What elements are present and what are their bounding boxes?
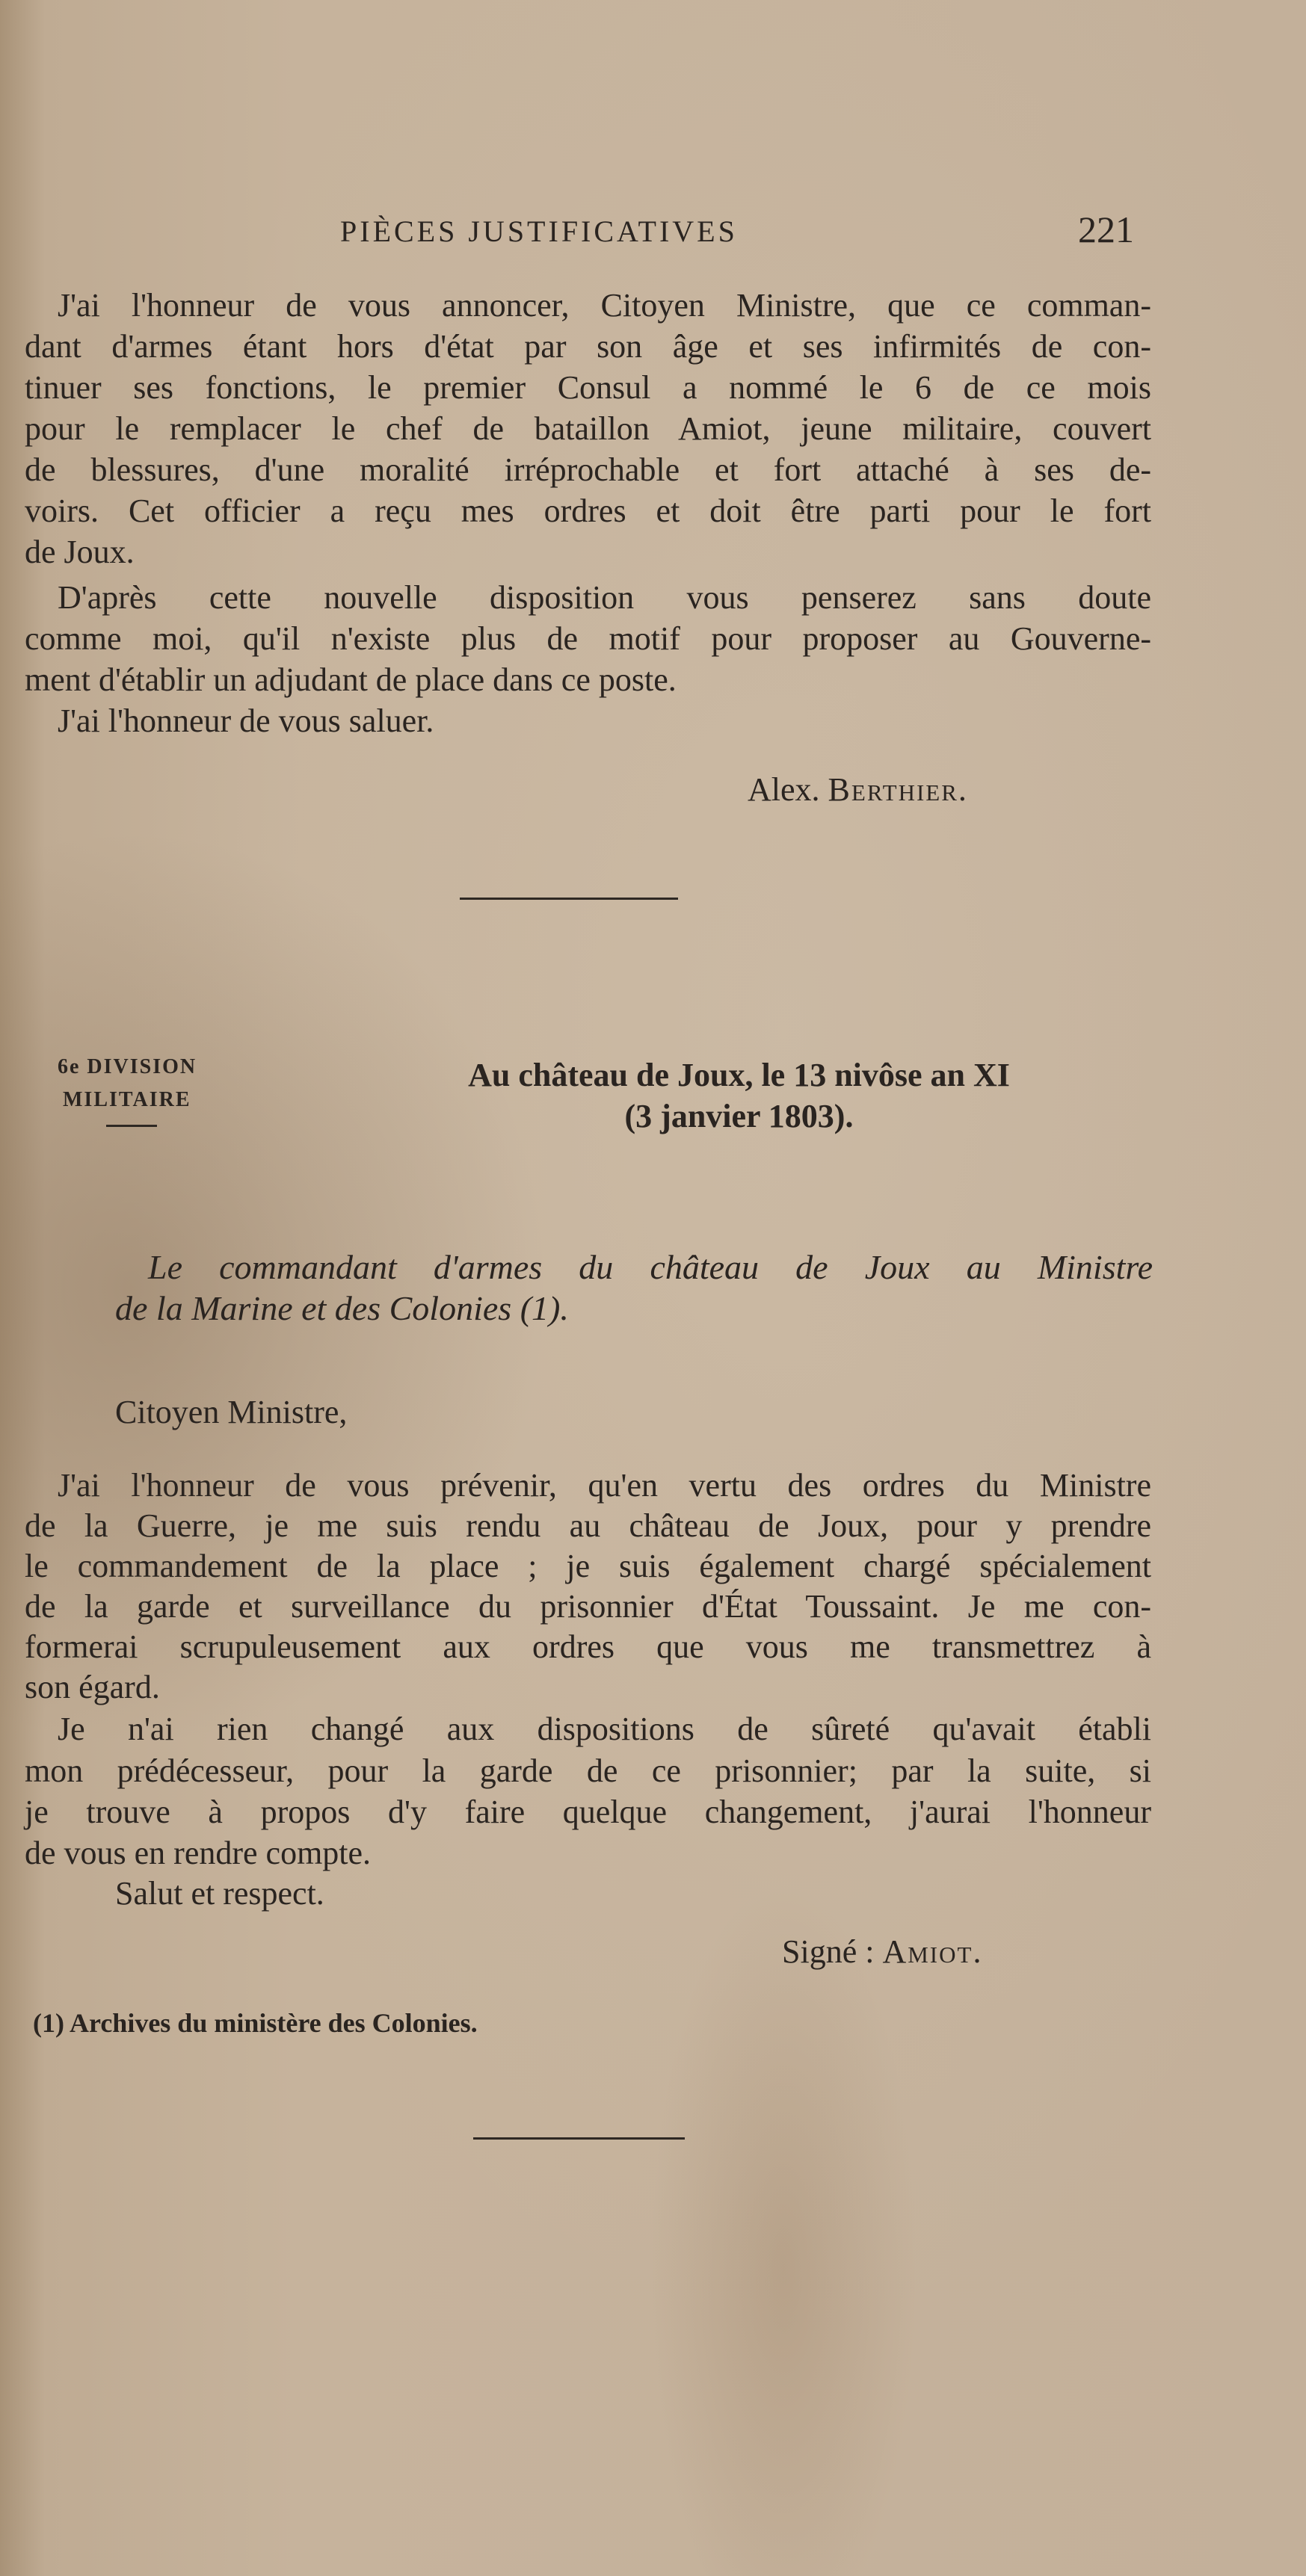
text-line: de vous en rendre compte. bbox=[25, 1835, 372, 1871]
text-line: J'ai l'honneur de vous prévenir, qu'en vertu des ordres du Ministre bbox=[58, 1467, 1151, 1504]
text-line: ment d'établir un adjudant de place dans ce poste. bbox=[25, 661, 677, 698]
text-line: de la Guerre, je me suis rendu au château de Joux, pour y prendre bbox=[25, 1507, 1151, 1544]
text-line: de Joux. bbox=[25, 534, 135, 570]
salutation: Citoyen Ministre, bbox=[115, 1394, 348, 1430]
margin-note-militaire: MILITAIRE bbox=[63, 1088, 191, 1111]
signature-surname: Berthier. bbox=[828, 771, 968, 808]
date-gregorian: (3 janvier 1803). bbox=[624, 1098, 854, 1134]
section-divider bbox=[473, 2137, 685, 2140]
letter-title-cont: de la Marine et des Colonies (1). bbox=[115, 1289, 569, 1327]
letter-title: Le commandant d'armes du château de Joux au Ministre bbox=[148, 1248, 1153, 1286]
page-number: 221 bbox=[1078, 209, 1134, 250]
running-title: PIÈCES JUSTIFICATIVES bbox=[340, 214, 738, 248]
text-line: mon prédécesseur, pour la garde de ce prisonnier; par la suite, si bbox=[25, 1752, 1151, 1789]
text-line: de blessures, d'une moralité irréprochable et fort attaché à ses de- bbox=[25, 451, 1151, 488]
text-line: Je n'ai rien changé aux dispositions de sûreté qu'avait établi bbox=[58, 1711, 1151, 1747]
text-line: son égard. bbox=[25, 1669, 160, 1705]
text-line: tinuer ses fonctions, le premier Consul a nommé le 6 de ce mois bbox=[25, 369, 1151, 406]
text-line: voirs. Cet officier a reçu mes ordres et doit être parti pour le fort bbox=[25, 492, 1151, 529]
text-line: de la garde et surveillance du prisonnier d'État Toussaint. Je me con- bbox=[25, 1588, 1151, 1625]
text-line: J'ai l'honneur de vous saluer. bbox=[58, 702, 434, 739]
text-line: je trouve à propos d'y faire quelque changement, j'aurai l'honneur bbox=[25, 1794, 1151, 1830]
footnote: (1) Archives du ministère des Colonies. bbox=[33, 2008, 478, 2038]
text-line: comme moi, qu'il n'existe plus de motif pour proposer au Gouverne- bbox=[25, 620, 1151, 657]
signature-first-name: Alex. bbox=[748, 771, 820, 808]
signature-prefix: Signé : bbox=[782, 1933, 875, 1970]
text-line: Salut et respect. bbox=[115, 1875, 324, 1912]
margin-note-division: 6e DIVISION bbox=[58, 1055, 197, 1078]
text-line: J'ai l'honneur de vous annoncer, Citoyen Ministre, que ce comman- bbox=[58, 287, 1151, 324]
text-line: pour le remplacer le chef de bataillon Amiot, jeune militaire, couvert bbox=[25, 410, 1151, 447]
text-line: dant d'armes étant hors d'état par son âge et ses infirmités de con- bbox=[25, 328, 1151, 365]
place-date: Au château de Joux, le 13 nivôse an XI bbox=[468, 1057, 1010, 1093]
section-divider bbox=[460, 898, 678, 900]
signature bbox=[748, 769, 968, 810]
text-line: formerai scrupuleusement aux ordres que vous me transmettrez à bbox=[25, 1628, 1151, 1665]
signature bbox=[782, 1931, 982, 1972]
text-line: D'après cette nouvelle disposition vous penserez sans doute bbox=[58, 579, 1151, 616]
text-line: le commandement de la place ; je suis également chargé spécialement bbox=[25, 1548, 1151, 1584]
signature-surname: Amiot. bbox=[882, 1933, 983, 1970]
